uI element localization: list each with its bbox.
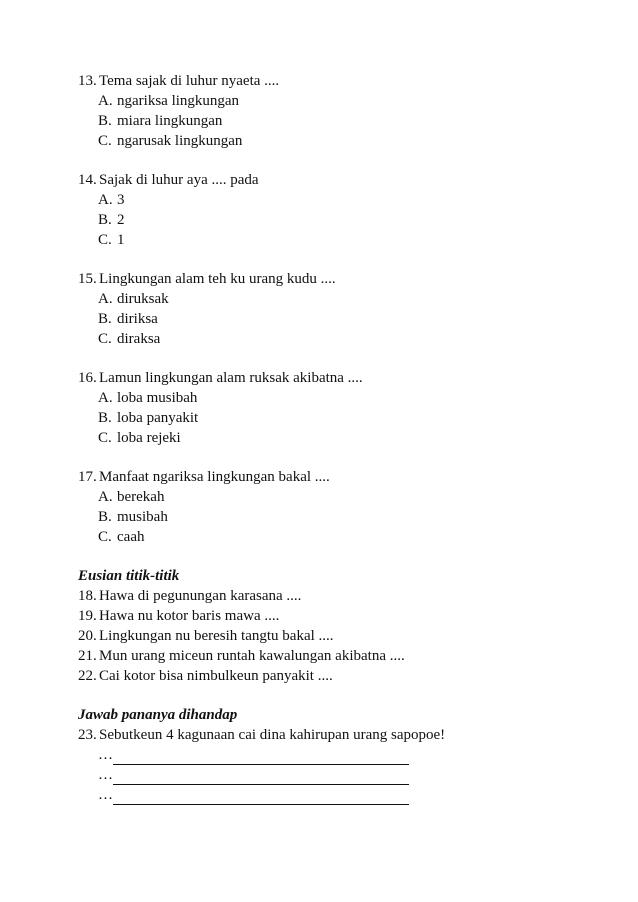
- answer-underline: [113, 749, 409, 765]
- option-text: miara lingkungan: [117, 113, 223, 129]
- option-17-c: [78, 527, 598, 547]
- question-text: Lingkungan alam teh ku urang kudu ....: [99, 271, 336, 287]
- question-number: 17.: [78, 469, 97, 485]
- question-text: Sajak di luhur aya .... pada: [99, 172, 259, 188]
- option-letter: A.: [98, 192, 113, 208]
- answer-underline: [113, 769, 409, 785]
- question-18: [78, 586, 598, 606]
- question-number: 21.: [78, 648, 97, 664]
- option-text: 3: [117, 192, 125, 208]
- blank-prefix: …: [98, 767, 113, 783]
- option-text: loba musibah: [117, 390, 198, 406]
- section-heading-answer: Jawab pananya dihandap: [78, 707, 238, 723]
- option-letter: A.: [98, 489, 113, 505]
- option-16-c: [78, 428, 598, 448]
- option-text: diruksak: [117, 291, 169, 307]
- section-heading-fill: Eusian titik-titik: [78, 568, 180, 584]
- question-number: 20.: [78, 628, 97, 644]
- option-14-a: [78, 190, 598, 210]
- option-letter: C.: [98, 232, 112, 248]
- option-14-b: [78, 210, 598, 230]
- option-text: berekah: [117, 489, 165, 505]
- question-19: [78, 606, 598, 626]
- option-text: 2: [117, 212, 125, 228]
- question-text: Cai kotor bisa nimbulkeun panyakit ....: [99, 668, 333, 684]
- blank-prefix: …: [98, 747, 113, 763]
- question-number: 16.: [78, 370, 97, 386]
- blank-prefix: …: [98, 787, 113, 803]
- question-14: [78, 170, 598, 190]
- option-letter: B.: [98, 509, 112, 525]
- question-21: [78, 646, 598, 666]
- option-text: loba rejeki: [117, 430, 181, 446]
- option-13-c: [78, 131, 598, 151]
- option-15-a: [78, 289, 598, 309]
- option-16-a: [78, 388, 598, 408]
- option-15-b: [78, 309, 598, 329]
- question-17: [78, 467, 598, 487]
- option-17-a: [78, 487, 598, 507]
- option-letter: C.: [98, 331, 112, 347]
- question-text: Mun urang miceun runtah kawalungan akibatna ....: [99, 648, 405, 664]
- answer-blank-line[interactable]: [78, 745, 598, 765]
- question-text: Hawa di pegunungan karasana ....: [99, 588, 302, 604]
- option-17-b: [78, 507, 598, 527]
- option-letter: B.: [98, 113, 112, 129]
- question-text: Hawa nu kotor baris mawa ....: [99, 608, 280, 624]
- option-text: diriksa: [117, 311, 158, 327]
- option-letter: B.: [98, 410, 112, 426]
- question-number: 22.: [78, 668, 97, 684]
- question-15: [78, 269, 598, 289]
- question-22: [78, 666, 598, 686]
- option-text: ngarusak lingkungan: [117, 133, 243, 149]
- question-number: 14.: [78, 172, 97, 188]
- option-14-c: [78, 230, 598, 250]
- answer-blank-line[interactable]: [78, 785, 598, 805]
- option-15-c: [78, 329, 598, 349]
- answer-blank-line[interactable]: [78, 765, 598, 785]
- option-text: musibah: [117, 509, 168, 525]
- question-number: 15.: [78, 271, 97, 287]
- option-letter: B.: [98, 311, 112, 327]
- option-13-b: [78, 111, 598, 131]
- option-letter: C.: [98, 430, 112, 446]
- option-text: loba panyakit: [117, 410, 199, 426]
- option-letter: C.: [98, 133, 112, 149]
- option-13-a: [78, 91, 598, 111]
- option-letter: A.: [98, 390, 113, 406]
- question-number: 18.: [78, 588, 97, 604]
- question-23: [78, 725, 598, 745]
- option-letter: B.: [98, 212, 112, 228]
- question-text: Lingkungan nu beresih tangtu bakal ....: [99, 628, 334, 644]
- question-20: [78, 626, 598, 646]
- worksheet-content: [78, 71, 598, 805]
- answer-underline: [113, 789, 409, 805]
- question-number: 19.: [78, 608, 97, 624]
- question-text: Sebutkeun 4 kagunaan cai dina kahirupan urang sapopoe!: [99, 727, 446, 743]
- question-text: Tema sajak di luhur nyaeta ....: [99, 73, 280, 89]
- option-letter: A.: [98, 93, 113, 109]
- option-letter: C.: [98, 529, 112, 545]
- option-text: 1: [117, 232, 125, 248]
- option-text: caah: [117, 529, 145, 545]
- question-number: 13.: [78, 73, 97, 89]
- question-16: [78, 368, 598, 388]
- option-text: ngariksa lingkungan: [117, 93, 240, 109]
- option-letter: A.: [98, 291, 113, 307]
- question-text: Lamun lingkungan alam ruksak akibatna ....: [99, 370, 363, 386]
- question-text: Manfaat ngariksa lingkungan bakal ....: [99, 469, 330, 485]
- question-number: 23.: [78, 727, 97, 743]
- option-16-b: [78, 408, 598, 428]
- option-text: diraksa: [117, 331, 161, 347]
- question-13: [78, 71, 598, 91]
